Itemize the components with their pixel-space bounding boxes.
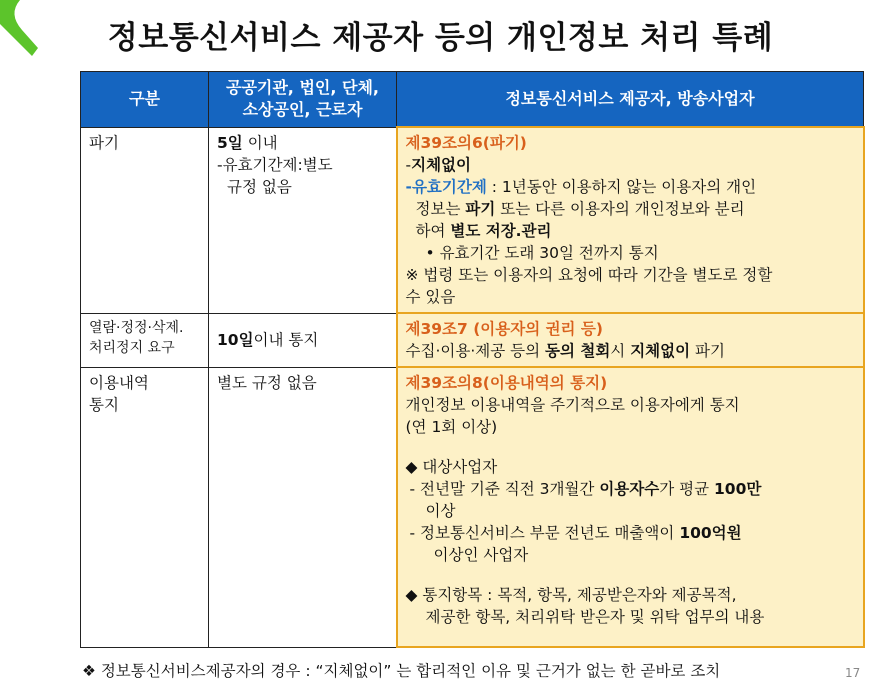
dash-prefix: - [405, 156, 412, 174]
header-category: 구분 [81, 72, 209, 128]
destroy-term: 파기 [465, 200, 496, 218]
header-ict-providers: 정보통신서비스 제공자, 방송사업자 [397, 72, 864, 128]
notice-text: 이내 통지 [253, 331, 319, 349]
row-label-line1: 열람·정정·삭제. [89, 319, 184, 336]
ict-cell-usage-notice [397, 367, 864, 647]
target-item2 [406, 522, 855, 544]
text-part: 또는 다른 이용자의 개인정보와 분리 [495, 200, 745, 218]
spacer [406, 438, 855, 456]
text-part: 수집·이용·제공 등의 [405, 342, 545, 360]
user-count-value: 100만 [714, 480, 762, 498]
target-item2-cont: 이상인 사업자 [433, 546, 529, 564]
text-part: 시 [610, 342, 631, 360]
within-text: 이내 [242, 133, 278, 152]
days-value: 5일 [217, 133, 243, 152]
days-value: 10일 [217, 331, 254, 349]
target-title: ◆ 대상사업자 [405, 458, 498, 476]
comparison-table [80, 71, 865, 648]
row-label-line2: 통지 [89, 395, 119, 414]
article-heading: 제39조의6(파기) [405, 134, 527, 152]
public-cell-destruction [209, 127, 397, 313]
public-cell-line1 [217, 329, 388, 351]
public-cell-line2: -유효기간제:별도 [217, 155, 333, 174]
header-public-orgs [209, 72, 397, 128]
row-label-usage-notice [81, 367, 209, 647]
public-cell-text: 별도 규정 없음 [217, 373, 317, 392]
ict-cell-access-rights [397, 313, 864, 367]
ict-line2 [406, 176, 855, 198]
text-part: 가 평균 [659, 480, 715, 498]
ict-line3 [406, 198, 855, 220]
footnote: ❖ 정보통신서비스제공자의 경우 : “지체없이” 는 합리적인 이유 및 근거가 없는 한 곧바로 조치 [82, 662, 721, 680]
text-part: 파기 [690, 342, 725, 360]
article-heading: 제39조7 (이용자의 권리 등) [405, 320, 603, 338]
legal-note-line2: 수 있음 [405, 288, 456, 306]
page-number: 17 [845, 666, 861, 680]
validity-period-term: 유효기간제 [411, 178, 487, 196]
notice-items-line1: ◆ 통지항목 : 목적, 항목, 제공받은자와 제공목적, [405, 586, 737, 604]
table-row-destruction [81, 127, 864, 313]
table-header-row [81, 72, 864, 128]
text-part: - 정보통신서비스 부문 전년도 매출액이 [409, 524, 680, 542]
dash-prefix: - [405, 178, 412, 196]
target-item1 [406, 478, 855, 500]
row-label-destruction [81, 127, 209, 313]
notice-bullet: • 유효기간 도래 30일 전까지 통지 [425, 244, 659, 262]
target-item1-cont: 이상 [425, 502, 456, 520]
page-title: 정보통신서비스 제공자 등의 개인정보 처리 특례 [107, 20, 774, 56]
public-cell-access-rights [209, 313, 397, 367]
ict-line1 [406, 340, 855, 362]
text-part: 하여 [415, 222, 451, 240]
row-label-line1: 이용내역 [89, 373, 149, 392]
user-count-term: 이용자수 [599, 480, 660, 498]
consent-withdrawal-term: 동의 철회 [545, 342, 611, 360]
article-heading: 제39조의8(이용내역의 통지) [405, 374, 608, 392]
ict-cell-destruction [397, 127, 864, 313]
public-cell-usage-notice [209, 367, 397, 647]
row-label-line2: 처리정지 요구 [89, 339, 175, 356]
without-delay-term: 지체없이 [630, 342, 691, 360]
header-public-orgs-line1: 공공기관, 법인, 단체, [225, 78, 380, 98]
ict-line1: 개인정보 이용내역을 주기적으로 이용자에게 통지 [405, 396, 740, 414]
public-cell-line1 [217, 132, 388, 154]
row-label-text: 파기 [89, 133, 119, 152]
ict-line2: (연 1회 이상) [405, 418, 498, 436]
header-public-orgs-line2: 소상공인, 근로자 [242, 100, 363, 120]
text-part: 정보는 [415, 200, 466, 218]
validity-desc: : 1년동안 이용하지 않는 이용자의 개인 [486, 178, 757, 196]
ict-line1 [406, 154, 855, 176]
public-cell-line3: 규정 없음 [227, 177, 292, 196]
legal-note-line1: ※ 법령 또는 이용자의 요청에 따라 기간을 별도로 정할 [405, 266, 773, 284]
table-row-usage-notice [81, 367, 864, 647]
row-label-access-rights [81, 313, 209, 367]
notice-items-line2: 제공한 항목, 처리위탁 받은자 및 위탁 업무의 내용 [425, 608, 765, 626]
spacer [406, 566, 855, 584]
text-part: - 전년말 기준 직전 3개월간 [409, 480, 600, 498]
separate-storage-term: 별도 저장.관리 [450, 222, 552, 240]
table-row-access-rights [81, 313, 864, 367]
revenue-value: 100억원 [679, 524, 742, 542]
without-delay-term: 지체없이 [411, 156, 471, 174]
ict-line4 [406, 220, 855, 242]
